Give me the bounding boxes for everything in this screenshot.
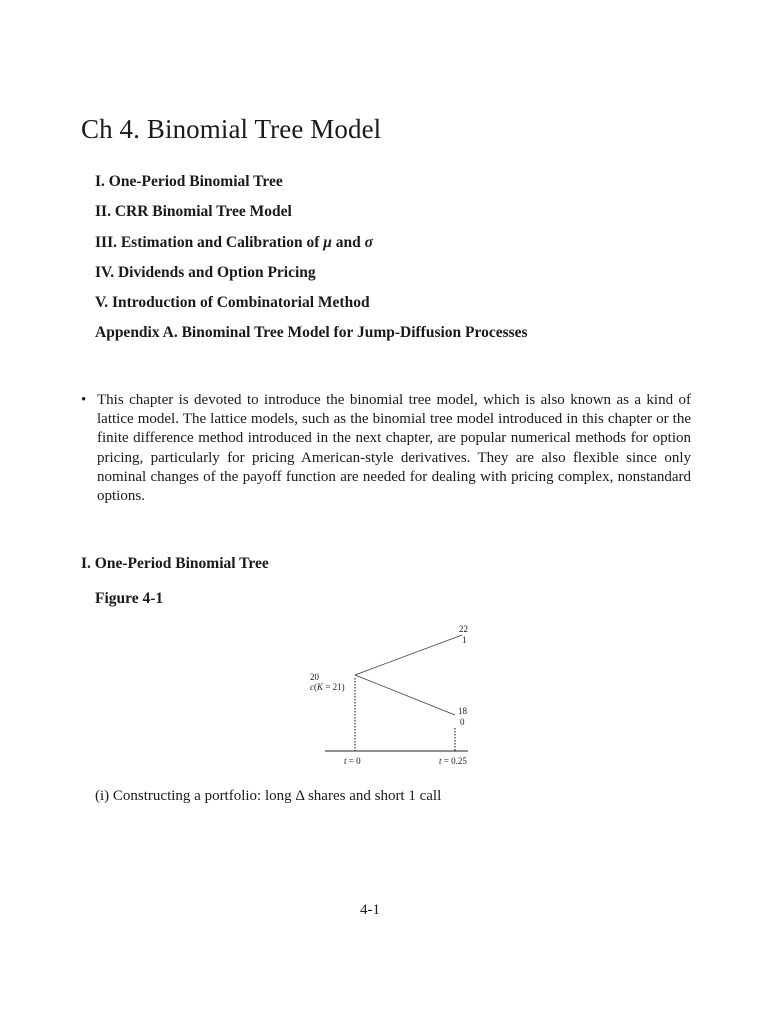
- toc-item-label-and: and: [331, 233, 365, 251]
- mu-symbol: μ: [323, 233, 332, 251]
- root-stock-price: 20: [310, 672, 319, 682]
- chapter-title: Ch 4. Binomial Tree Model: [81, 114, 382, 144]
- toc-item: [95, 172, 528, 202]
- up-call-payoff: 1: [462, 635, 467, 645]
- toc-item: [95, 233, 528, 263]
- up-branch: [355, 635, 462, 675]
- toc-item-label: I. One-Period Binomial Tree: [95, 173, 283, 190]
- intro-text: This chapter is devoted to introduce the binomial tree model, which is also known as a kind of lattice model. The lattice models, such as the binomial tree model introduced in this chapter or the finite difference method introduced in the next chapter, are popular numerical methods for option pricing, particularly for pricing American-style derivatives. They are also flexible since only nominal changes of the payoff function are needed for dealing with pricing complex, nonstandard options.: [97, 392, 691, 505]
- toc-item-label: Appendix A. Binominal Tree Model for Jump-Diffusion Processes: [95, 324, 528, 342]
- down-call-payoff: 0: [460, 717, 465, 727]
- root-call-label: c(K = 21): [310, 682, 345, 692]
- toc-item-label: III. Estimation and Calibration of: [95, 233, 324, 251]
- toc-item: [95, 323, 528, 353]
- intro-paragraph: [81, 391, 691, 506]
- toc-item-label: IV. Dividends and Option Pricing: [95, 263, 316, 281]
- bullet-icon: •: [81, 392, 87, 408]
- toc-item-label: II. CRR Binomial Tree Model: [95, 203, 292, 221]
- down-branch: [355, 675, 455, 715]
- step-text: (i) Constructing a portfolio: long Δ shares and short 1 call: [95, 788, 442, 804]
- table-of-contents: [95, 172, 528, 354]
- down-stock-price: 18: [458, 706, 467, 716]
- up-stock-price: 22: [459, 624, 468, 634]
- t0-label: t = 0: [344, 756, 361, 766]
- section-heading: I. One-Period Binomial Tree: [81, 555, 269, 572]
- toc-item: [95, 263, 528, 293]
- toc-item: [95, 202, 528, 232]
- toc-item: [95, 293, 528, 323]
- page-number: 4-1: [360, 902, 380, 918]
- t1-label: t = 0.25: [439, 756, 467, 766]
- sigma-symbol: σ: [364, 233, 373, 251]
- figure-label: Figure 4-1: [95, 590, 164, 607]
- toc-item-label: V. Introduction of Combinatorial Method: [95, 294, 370, 312]
- binomial-tree-figure: [300, 620, 490, 770]
